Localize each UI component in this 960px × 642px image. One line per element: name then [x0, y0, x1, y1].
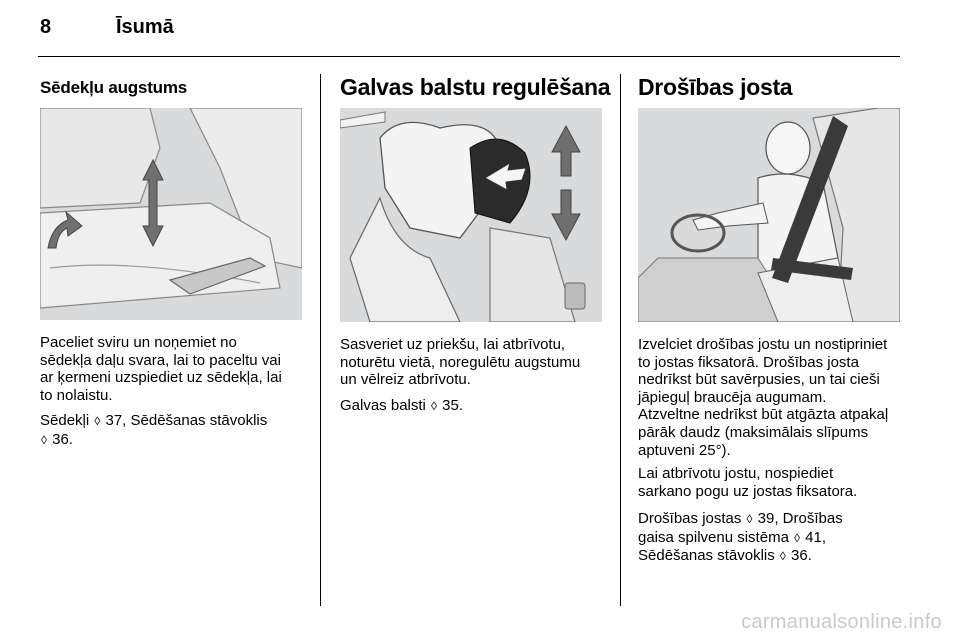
seat-height-references [40, 412, 315, 449]
text-line: to nolaistu. [40, 386, 113, 404]
text-line: sarkano pogu uz jostas fiksatora. [638, 482, 858, 500]
column-seat-belt [638, 74, 792, 101]
heading-seat-belt: Drošības josta [638, 74, 793, 100]
ref-page-link[interactable]: 36. [47, 430, 73, 448]
ref-text: Sēdēšanas stāvoklis [638, 547, 779, 565]
text-line: Izvelciet drošības jostu un nostipriniet [638, 336, 888, 353]
text-line: jāpieguļ braucēja augumam. [638, 388, 827, 406]
ref-page-link[interactable]: 35. [437, 397, 464, 414]
text-line: to jostas fiksatorā. Drošības josta [638, 353, 859, 371]
ref-page-link[interactable]: 36. [786, 547, 812, 565]
text-line: Atzveltne nedrīkst būt atgāzta atpakaļ [638, 406, 889, 424]
page-number: 8 [40, 16, 52, 38]
seat-belt-driver-illustration [638, 108, 900, 322]
column-divider [320, 74, 321, 606]
seat-height-figure [40, 108, 302, 320]
ref-text: Sēdekļi [40, 412, 94, 429]
ref-page-link[interactable]: 41, [801, 528, 827, 546]
page-reference-arrow-icon[interactable]: ◊ [779, 549, 786, 564]
text-line: aptuveni 25°). [638, 441, 731, 459]
text-line: sēdekļa daļu svara, lai to paceltu vai [40, 351, 281, 369]
ref-text: Drošības jostas [638, 510, 746, 527]
ref-text: gaisa spilvenu sistēma [638, 528, 794, 546]
ref-page-link[interactable]: 39, Drošības [753, 510, 843, 527]
head-restraint-references [340, 397, 615, 416]
text-line: Lai atbrīvotu jostu, nospiediet [638, 465, 834, 482]
text-line: Sasveriet uz priekšu, lai atbrīvotu, [340, 336, 566, 353]
column-divider [620, 74, 621, 606]
text-line: noturētu vietā, noregulētu augstumu [340, 353, 581, 371]
head-restraint-figure [340, 108, 602, 322]
page-reference-arrow-icon[interactable]: ◊ [94, 414, 101, 428]
seat-belt-references [638, 510, 908, 566]
ref-text: Galvas balsti [340, 397, 431, 414]
heading-head-restraint: Galvas balstu regulēšana [340, 74, 611, 100]
section-title: Īsumā [116, 16, 174, 38]
head-restraint-adjust-illustration [340, 108, 602, 322]
text-line: nedrīkst būt savērpusies, un tai cieši [638, 371, 880, 389]
seat-belt-release-instructions [638, 465, 908, 500]
header-rule [38, 56, 900, 57]
text-line: un vēlreiz atbrīvotu. [340, 371, 471, 389]
seat-belt-figure [638, 108, 900, 322]
text-line: pārāk daudz (maksimālais slīpums [638, 423, 869, 441]
page-reference-arrow-icon[interactable]: ◊ [431, 399, 437, 413]
text-line: Paceliet sviru un noņemiet no [40, 334, 237, 351]
watermark: carmanualsonline.info [741, 611, 942, 633]
seat-belt-instructions [638, 336, 908, 459]
ref-page-link[interactable]: 37, Sēdēšanas stāvoklis [101, 412, 268, 429]
head-restraint-instructions [340, 336, 615, 389]
text-line: ar ķermeni uzspiediet uz sēdekļa, lai [40, 369, 282, 387]
page-reference-arrow-icon[interactable]: ◊ [41, 432, 47, 447]
page-reference-arrow-icon[interactable]: ◊ [794, 530, 801, 545]
column-head-restraint [340, 74, 610, 101]
page-reference-arrow-icon[interactable]: ◊ [746, 512, 753, 526]
column-seat-height [40, 78, 187, 98]
seat-height-lever-illustration [40, 108, 302, 320]
seat-height-instructions [40, 334, 315, 404]
heading-seat-height: Sēdekļu augstums [40, 78, 188, 97]
